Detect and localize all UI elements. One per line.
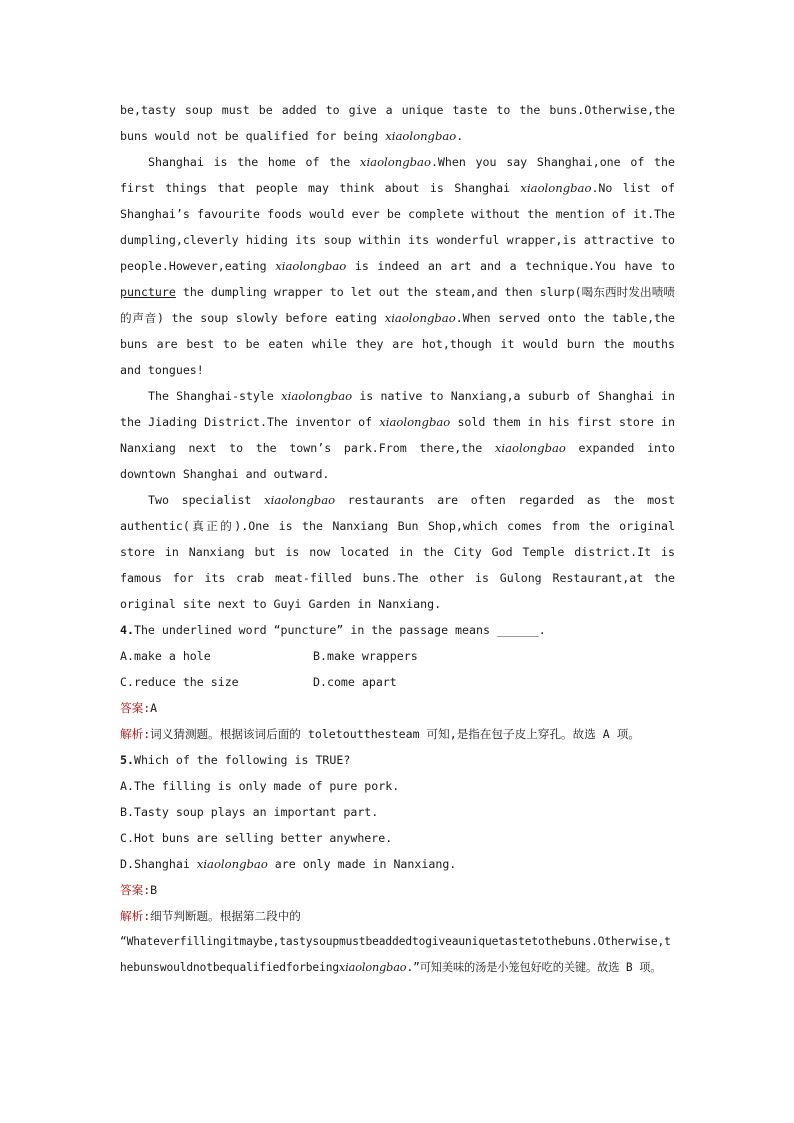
passage-paragraph-1 — [120, 97, 675, 149]
question-4-stem — [120, 617, 675, 643]
text-run: Two specialist — [148, 493, 265, 507]
text-run: Shanghai is the home of the — [148, 155, 360, 169]
question-5-explanation-head — [120, 903, 675, 929]
explanation-text: 词义猜测题。根据该词后面的 toletoutthesteam 可知,是指在包子皮上穿孔。故选 A 项。 — [150, 727, 640, 741]
italic-term: xiaolongbao — [520, 181, 592, 195]
question-4-options-row-2 — [120, 669, 675, 695]
option-c[interactable]: C.reduce the size — [120, 675, 239, 689]
question-text: The underlined word “puncture” in the passage means ______. — [133, 623, 546, 637]
option-a[interactable]: A.make a hole — [120, 649, 211, 663]
text-run: are only made in Nanxiang. — [267, 857, 457, 871]
answer-label: 答案: — [120, 883, 151, 897]
question-number: 4. — [120, 623, 134, 637]
text-run: .When you say Shanghai,one of the first things that people may think about is Shanghai — [120, 155, 675, 195]
question-4-answer — [120, 695, 675, 721]
text-run: be,tasty soup must be added to give a unique taste to the buns.Otherwise,the buns would not be qualified for being — [120, 103, 675, 143]
option-b[interactable]: B.make wrappers — [313, 649, 418, 663]
question-5-answer — [120, 877, 675, 903]
passage-paragraph-3 — [120, 383, 675, 487]
italic-term: xiaolongbao — [275, 259, 347, 273]
passage-paragraph-4 — [120, 487, 675, 617]
italic-term: xiaolongbao — [385, 129, 457, 143]
text-run: expanded into downtown Shanghai and outward. — [120, 441, 675, 481]
document-page — [120, 97, 675, 981]
explanation-label: 解析: — [120, 727, 151, 741]
italic-term: xiaolongbao — [379, 415, 451, 429]
explanation-text: 细节判断题。根据第二段中的 — [150, 909, 301, 923]
text-run: The Shanghai-style — [148, 389, 282, 403]
question-5-explanation-body — [120, 929, 675, 981]
explanation-label: 解析: — [120, 909, 151, 923]
question-text: Which of the following is TRUE? — [133, 753, 351, 767]
text-run: . — [456, 129, 464, 143]
text-run: restaurants are often regarded as the most authentic(真正的).One is the Nanxiang Bun Shop,which comes from the original store in Nanxiang but is now located in the City God Temple district.It is famous for its crab meat-filled buns.The other is Gulong Restaurant,at the original site next to Guyi Garden in Nanxiang. — [120, 493, 675, 611]
explanation-text: .”可知美味的汤是小笼包好吃的关键。故选 B 项。 — [406, 961, 662, 974]
option-d[interactable] — [120, 851, 675, 877]
question-5-stem — [120, 747, 675, 773]
question-4-options-row-1 — [120, 643, 675, 669]
italic-term: xiaolongbao — [196, 857, 268, 871]
text-run: D.Shanghai — [120, 857, 197, 871]
italic-term: xiaolongbao — [384, 311, 456, 325]
text-run: .No list of Shanghai’s favourite foods would ever be complete without the mention of it.The dumpling,cleverly hiding its soup within its wonderful wrapper,is attractive to people.However,eating — [120, 181, 675, 273]
answer-value: B — [150, 883, 158, 897]
italic-term: xiaolongbao — [264, 493, 336, 507]
text-run: .When served onto the table,the buns are best to be eaten while they are hot,though it would burn the mouths and tongues! — [120, 311, 675, 377]
answer-label: 答案: — [120, 701, 151, 715]
question-4-explanation — [120, 721, 675, 747]
italic-term: xiaolongbao — [338, 961, 407, 974]
option-c[interactable]: C.Hot buns are selling better anywhere. — [120, 831, 393, 845]
text-run: is indeed an art and a technique.You have to — [346, 259, 676, 273]
passage-paragraph-2 — [120, 149, 675, 383]
quoted-sentence: “Whateverfillingitmaybe,tastysoupmustbeaddedtogiveauniquetastetothebuns.Otherwise,thebunswouldnotbequalifiedforbeing — [120, 935, 671, 974]
text-run: is native to Nanxiang,a suburb of Shanghai in the Jiading District.The inventor of — [120, 389, 675, 429]
option-b[interactable]: B.Tasty soup plays an important part. — [120, 805, 379, 819]
italic-term: xiaolongbao — [494, 441, 566, 455]
answer-value: A — [150, 701, 158, 715]
italic-term: xiaolongbao — [359, 155, 431, 169]
question-number: 5. — [120, 753, 134, 767]
underlined-word: puncture — [120, 285, 176, 299]
text-run: sold them in his first store in Nanxiang next to the town’s park.From there,the — [120, 415, 675, 455]
text-run: the dumpling wrapper to let out the steam,and then slurp(喝东西时发出啧啧的声音) the soup slowly before eating — [120, 285, 675, 325]
italic-term: xiaolongbao — [281, 389, 353, 403]
option-a[interactable]: A.The filling is only made of pure pork. — [120, 779, 400, 793]
option-d[interactable]: D.come apart — [313, 675, 397, 689]
